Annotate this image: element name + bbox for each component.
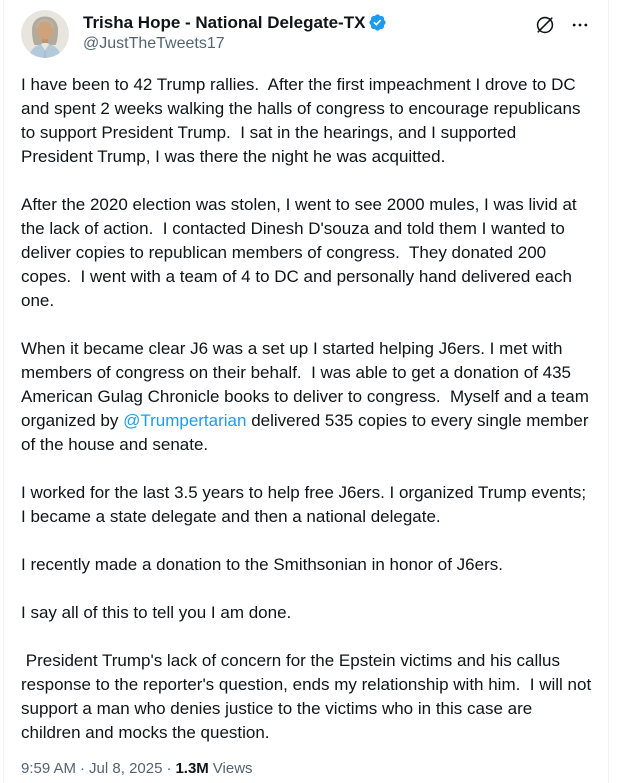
tweet-text: When it became clear J6 was a set up I started helping J6ers. I met with members of congress on their behalf. I was able to get a donation of 435 American Gulag Chronicle books to deliver to congress. Myself and a team organized by [21,339,594,430]
tweet-paragraph-5: I recently made a donation to the Smithsonian in honor of J6ers. [21,555,503,574]
views-count: 1.3M [175,760,209,777]
tweet-meta [21,757,592,783]
author-handle[interactable]: @JustTheTweets17 [83,35,225,52]
views-label: Views [212,760,253,777]
tweet-header [21,10,592,58]
separator-dot: · [166,760,172,777]
tweet-paragraph-3 [21,337,592,457]
tweet [3,0,609,783]
avatar-photo [21,10,69,58]
avatar[interactable] [21,10,69,58]
mention-link-trumpertarian[interactable]: @Trumpertarian [123,411,247,430]
more-icon[interactable] [570,15,590,35]
tweet-body [21,73,596,745]
verified-badge-icon [368,13,387,32]
tweet-paragraph-1: I have been to 42 Trump rallies. After the first impeachment I drove to DC and spent 2 weeks walking the halls of congress to encourage republicans to support President Trump. I sat in the hearings, and I supported President Trump, I was there the night he was acquitted. [21,75,586,166]
tweet-paragraph-6: I say all of this to tell you I am done. [21,603,292,622]
grok-icon[interactable] [534,14,556,36]
tweet-header-actions [534,10,592,36]
separator-dot: · [80,760,86,777]
author-name-row [83,12,534,33]
tweet-text: delivered 535 copies to every single member of the house and senate. [21,411,594,454]
author-display-name[interactable]: Trisha Hope - National Delegate-TX [83,13,366,32]
tweet-paragraph-7: President Trump's lack of concern for the Epstein victims and his callus response to the reporter's question, ends my relationship with him. I will not support a man who denies justice to the victims who in this case are children and mocks the question. [21,651,596,742]
tweet-paragraph-2: After the 2020 election was stolen, I went to see 2000 mules, I was livid at the lack of action. I contacted Dinesh D'souza and told them I wanted to deliver copies to republican members of congress. They donated 200 copes. I went with a team of 4 to DC and personally hand delivered each one. [21,195,582,310]
timestamp-time: 9:59 AM [21,760,77,777]
timestamp-date: Jul 8, 2025 [89,760,163,777]
tweet-paragraph-4: I worked for the last 3.5 years to help free J6ers. I organized Trump events; I became a state delegate and then a national delegate. [21,483,591,526]
author-info [83,10,534,54]
